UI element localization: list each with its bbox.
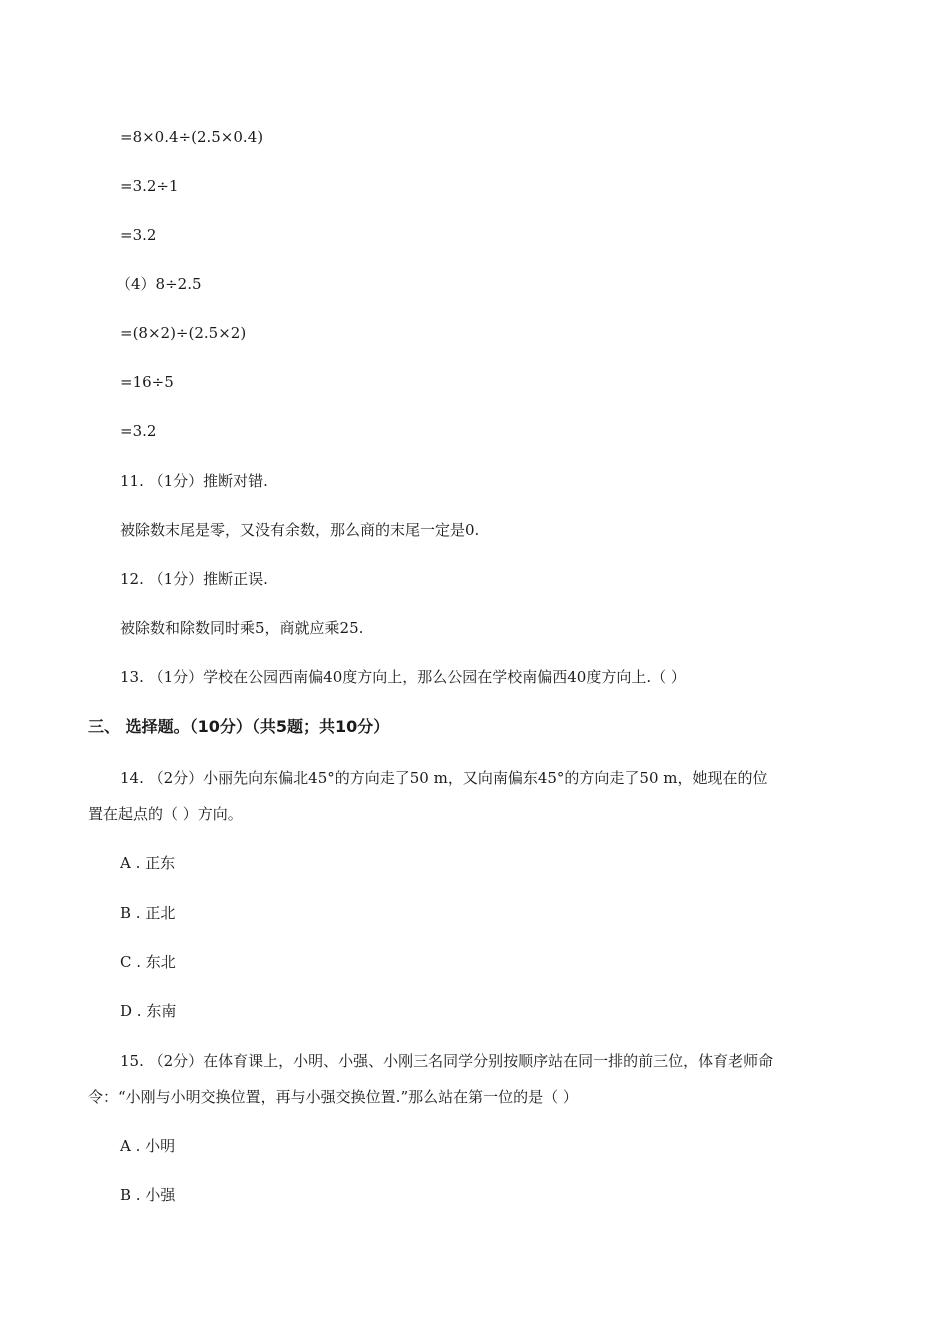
question-11-header: 11. （1分）推断对错. (120, 472, 268, 490)
answer-line-2: =3.2÷1 (120, 177, 179, 195)
answer-line-7: =3.2 (120, 422, 157, 440)
answer-line-3: =3.2 (120, 226, 157, 244)
question-12-header: 12. （1分）推断正误. (120, 570, 268, 588)
section-3-heading: 三、 选择题。（10分）（共5题；共10分） (88, 717, 390, 736)
question-15-option-a: A . 小明 (120, 1137, 176, 1155)
question-14-line-1: 14. （2分）小丽先向东偏北45°的方向走了50 m，又向南偏东45°的方向走了50 m，她现在的位 (120, 769, 768, 787)
question-11-body: 被除数末尾是零，又没有余数，那么商的末尾一定是0. (120, 521, 480, 539)
question-13: 13. （1分）学校在公园西南偏40度方向上，那么公园在学校南偏西40度方向上.（ ） (120, 668, 686, 686)
question-15-line-1: 15. （2分）在体育课上，小明、小强、小刚三名同学分别按顺序站在同一排的前三位，体育老师命 (120, 1052, 774, 1070)
answer-line-5: =(8×2)÷(2.5×2) (120, 324, 247, 342)
question-14-option-a: A . 正东 (120, 854, 176, 872)
question-14-option-c: C . 东北 (120, 953, 176, 971)
question-12-body: 被除数和除数同时乘5，商就应乘25. (120, 619, 364, 637)
answer-line-6: =16÷5 (120, 373, 174, 391)
question-14-option-d: D . 东南 (120, 1002, 177, 1020)
question-14-option-b: B . 正北 (120, 904, 176, 922)
answer-line-4: （4）8÷2.5 (116, 275, 202, 293)
question-15-option-b: B . 小强 (120, 1186, 176, 1204)
question-15-line-2: 令：“小刚与小明交换位置，再与小强交换位置.”那么站在第一位的是（ ） (88, 1088, 578, 1106)
answer-line-1: =8×0.4÷(2.5×0.4) (120, 128, 264, 146)
question-14-line-2: 置在起点的（ ）方向。 (88, 805, 243, 823)
